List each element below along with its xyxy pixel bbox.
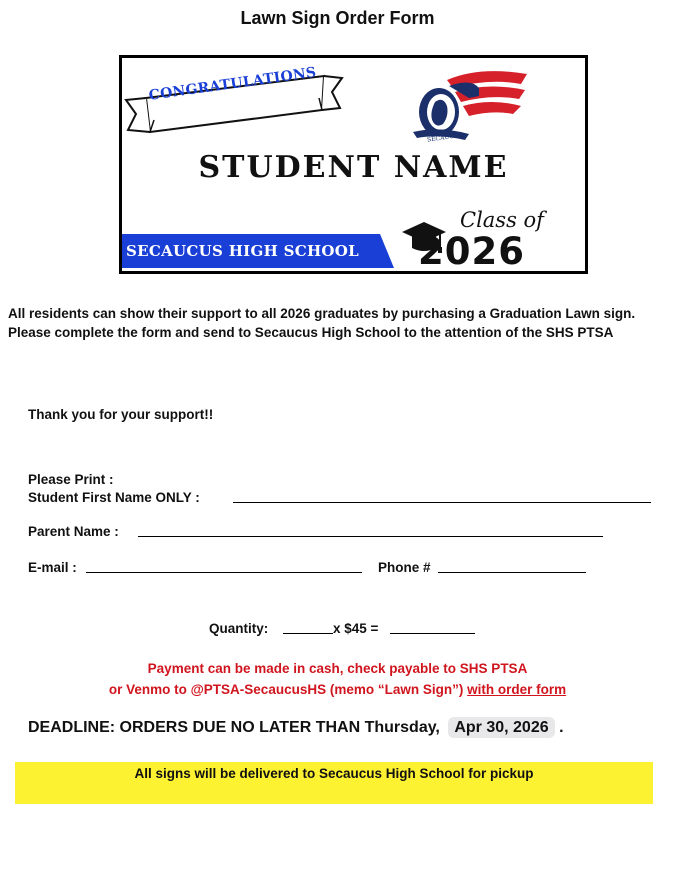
student-first-name-label: Student First Name ONLY : [28,490,200,505]
payment-info-line-2 [0,682,675,697]
phone-label: Phone # [378,560,431,575]
intro-paragraph: All residents can show their support to all 2026 graduates by purchasing a Graduation Lawn sign. Please complete the form and send to Secaucus High School to the attention of the SHS PTSA [8,306,636,340]
lawn-sign-preview [119,55,588,274]
class-of-text: Class of [460,208,544,232]
with-order-form-text: with order form [467,682,567,697]
congratulations-text: CONGRATULATIONS [147,64,318,104]
phone-field[interactable] [438,572,586,573]
school-name: SECAUCUS HIGH SCHOOL [126,242,360,260]
email-field[interactable] [86,572,362,573]
parent-name-label: Parent Name : [28,524,119,539]
student-name-placeholder: STUDENT NAME [198,150,509,185]
graduation-year: 2026 [418,230,525,273]
please-print-label: Please Print : [28,472,114,487]
thank-you-text: Thank you for your support!! [28,407,214,422]
student-first-name-field[interactable] [233,502,651,503]
quantity-field[interactable] [283,633,333,634]
pickup-notice-text: All signs will be delivered to Secaucus High School for pickup [134,766,534,781]
quantity-label: Quantity: [209,621,269,636]
payment-info-line-1: Payment can be made in cash, check payable to SHS PTSA [147,661,528,676]
crest-text: SECAUCUS [426,131,464,144]
deadline-label: DEADLINE: ORDERS DUE NO LATER THAN Thursday, [28,719,440,736]
email-label: E-mail : [28,560,77,575]
deadline-date-chip: Apr 30, 2026 [448,717,554,738]
price-label: x $45 = [333,621,379,636]
secaucus-patriot-logo-icon [409,66,529,144]
deadline-line [28,719,564,737]
payment-venmo-text: or Venmo to @PTSA-SecaucusHS (memo “Lawn Sign”) [108,682,464,697]
total-field[interactable] [390,633,475,634]
parent-name-field[interactable] [138,536,603,537]
form-title: Lawn Sign Order Form [240,8,435,28]
deadline-period: . [559,719,564,736]
